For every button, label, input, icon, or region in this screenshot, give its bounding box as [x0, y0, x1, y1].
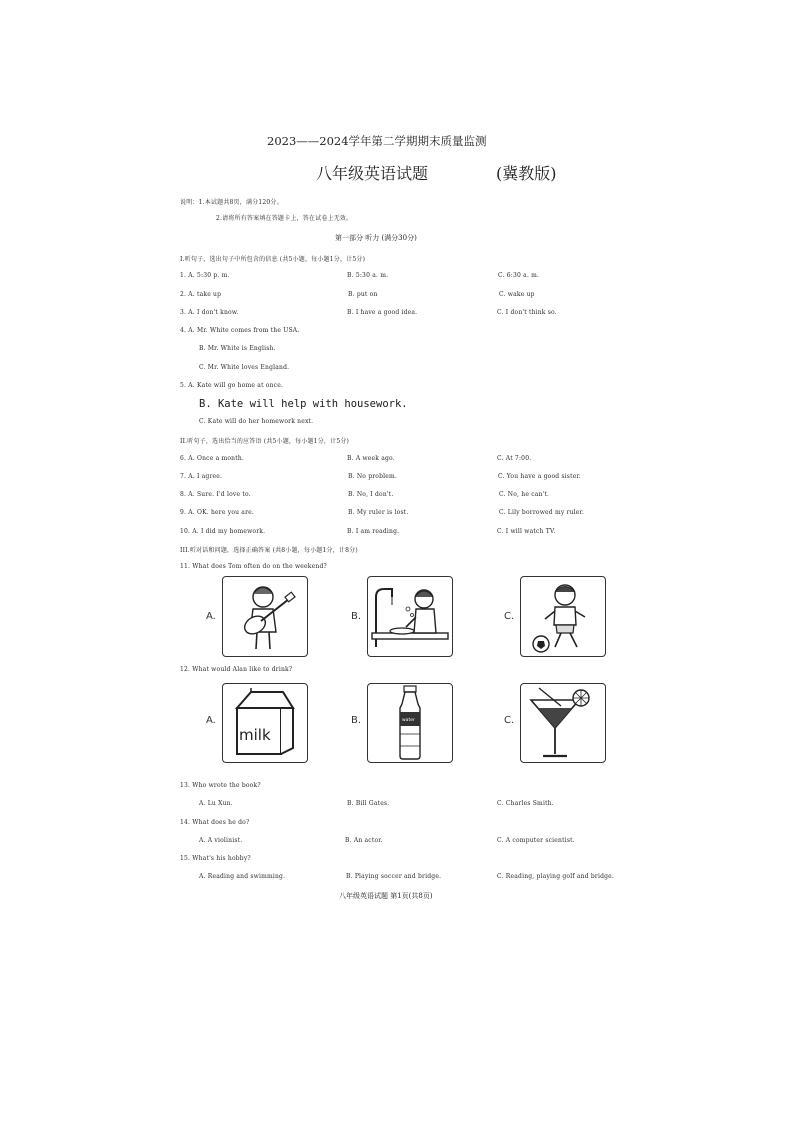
section-3-instruction: III.听对话和问题，选择正确答案 (共8小题，每小题1分，计8分)	[180, 547, 358, 554]
q13-option-a: A. Lu Xun.	[199, 800, 233, 807]
q11-question: 11. What does Tom often do on the weekend?	[180, 563, 327, 570]
q11-picture-b-washing-boy	[367, 576, 453, 657]
q12-picture-c-cocktail	[520, 683, 606, 763]
q12-question: 12. What would Alan like to drink?	[180, 666, 293, 673]
q3-option-a: 3. A. I don't know.	[180, 309, 239, 316]
exam-title: 八年级英语试题	[316, 164, 429, 183]
q14-question: 14. What does he do?	[180, 819, 250, 826]
q12-label-a: A.	[206, 715, 216, 726]
q5-option-a: 5. A. Kate will go home at once.	[180, 382, 284, 389]
q11-picture-c-soccer-boy	[520, 576, 606, 657]
exam-period-title: 2023——2024学年第二学期期末质量监测	[267, 134, 487, 148]
q6-option-a: 6. A. Once a month.	[180, 455, 245, 462]
q13-option-c: C. Charles Smith.	[497, 800, 554, 807]
exam-edition: (冀教版)	[496, 164, 557, 183]
q12-picture-a-milk	[222, 683, 308, 763]
q2-option-c: C. wake up	[499, 291, 535, 298]
q2-option-a: 2. A. take up	[180, 291, 222, 298]
note-line-1: 说明：1.本试题共8页，满分120分。	[180, 199, 283, 206]
q7-option-a: 7. A. I agree.	[180, 473, 223, 480]
section-1-instruction: I.听句子，选出句子中所包含的信息 (共5小题，每小题1分，计5分)	[180, 256, 366, 263]
q10-option-b: B. I am reading.	[347, 528, 400, 535]
q13-question: 13. Who wrote the book?	[180, 782, 261, 789]
q14-option-c: C. A computer scientist.	[497, 837, 575, 844]
water-bottle-icon	[368, 684, 452, 762]
q15-question: 15. What's his hobby?	[180, 855, 251, 862]
boy-washing-dishes-icon	[368, 577, 452, 656]
section-2-instruction: II.听句子，选出恰当的应答语 (共5小题，每小题1分，计5分)	[180, 438, 350, 445]
q8-option-a: 8. A. Sure. I'd love to.	[180, 491, 251, 498]
milk-carton-icon	[223, 684, 307, 762]
q15-option-c: C. Reading, playing golf and bridge.	[497, 873, 615, 880]
q14-option-b: B. An actor.	[345, 837, 383, 844]
q3-option-b: B. I have a good idea.	[347, 309, 418, 316]
q12-label-b: B.	[351, 715, 362, 726]
q2-option-b: B. put on	[348, 291, 378, 298]
q4-option-b: B. Mr. White is English.	[199, 345, 276, 352]
q9-option-b: B. My ruler is lost.	[348, 509, 409, 516]
q9-option-c: C. Lily borrowed my ruler.	[499, 509, 585, 516]
q10-option-c: C. I will watch TV.	[497, 528, 556, 535]
milk-label-text: milk	[239, 726, 271, 744]
q12-picture-b-water-bottle	[367, 683, 453, 763]
q11-label-b: B.	[351, 611, 362, 622]
note-line-2: 2.请将所有答案填在答题卡上，答在试卷上无效。	[216, 215, 353, 222]
q4-option-c: C. Mr. White loves England.	[199, 364, 290, 371]
q11-picture-a-guitar-boy	[222, 576, 308, 657]
q11-label-c: C.	[504, 611, 515, 622]
q14-option-a: A. A violinist.	[199, 837, 243, 844]
q6-option-b: B. A week ago.	[347, 455, 395, 462]
q1-option-b: B. 5:30 a. m.	[347, 272, 389, 279]
q10-option-a: 10. A. I did my homework.	[180, 528, 266, 535]
q11-label-a: A.	[206, 611, 216, 622]
q12-label-c: C.	[504, 715, 515, 726]
part1-title: 第一部分 听力 (满分30分)	[335, 234, 417, 242]
q4-option-a: 4. A. Mr. White comes from the USA.	[180, 327, 300, 334]
q8-option-b: B. No, I don't.	[348, 491, 394, 498]
q5-option-b: B. Kate will help with housework.	[199, 398, 408, 410]
q7-option-c: C. You have a good sister.	[498, 473, 581, 480]
bottle-label-text: water	[402, 718, 415, 723]
q7-option-b: B. No problem.	[348, 473, 398, 480]
page-footer: 八年级英语试题 第1页(共8页)	[339, 892, 433, 900]
boy-playing-guitar-icon	[223, 577, 307, 656]
q1-option-a: 1. A. 5:30 p. m.	[180, 272, 230, 279]
q1-option-c: C. 6:30 a. m.	[498, 272, 540, 279]
q15-option-b: B. Playing soccer and bridge.	[346, 873, 442, 880]
q5-option-c: C. Kate will do her homework next.	[199, 418, 314, 425]
cocktail-glass-icon	[521, 684, 605, 762]
boy-playing-soccer-icon	[521, 577, 605, 656]
q15-option-a: A. Reading and swimming.	[199, 873, 286, 880]
q3-option-c: C. I don't think so.	[497, 309, 557, 316]
q6-option-c: C. At 7:00.	[497, 455, 532, 462]
q13-option-b: B. Bill Gates.	[347, 800, 390, 807]
q8-option-c: C. No, he can't.	[499, 491, 550, 498]
q9-option-a: 9. A. OK. here you are.	[180, 509, 255, 516]
